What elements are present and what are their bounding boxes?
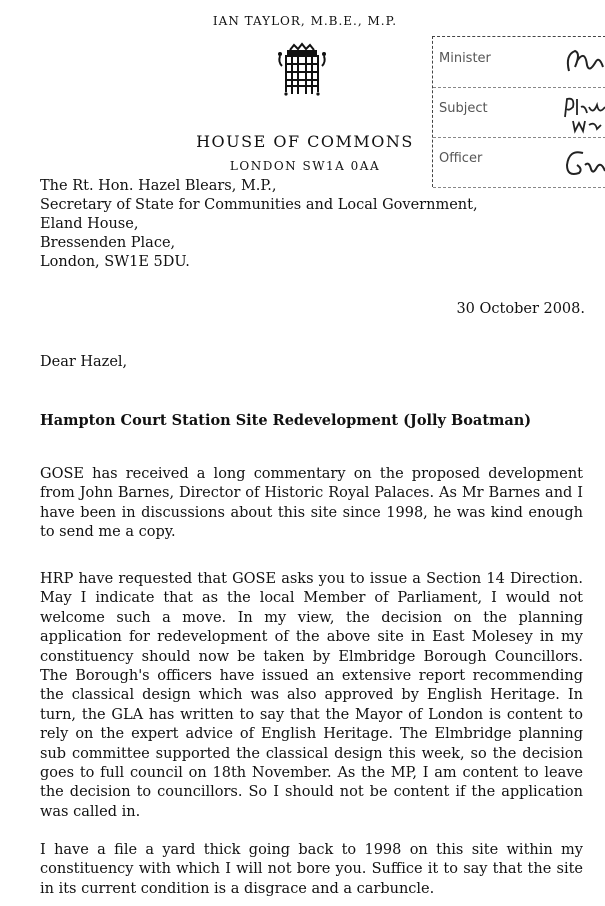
handwritten-initials — [561, 141, 605, 185]
letterhead-postcode: LONDON SW1A 0AA — [229, 159, 381, 173]
mp-name: IAN TAYLOR, M.B.E., M.P. — [212, 14, 398, 28]
routing-row-subject — [433, 87, 605, 138]
subject-line: Hampton Court Station Site Redevelopment (Jolly Boatman) — [40, 412, 532, 429]
portcullis-icon — [276, 42, 328, 98]
routing-label: Subject — [439, 101, 488, 116]
address-line: Eland House, — [40, 216, 139, 232]
body-paragraph: GOSE has received a long commentary on the proposed development from John Barnes, Director of Historic Royal Palaces. As Mr Barnes and I have been in discussions about this site since 1998, he was kind enough to send me a copy. — [40, 466, 583, 541]
routing-label: Minister — [439, 51, 491, 66]
salutation: Dear Hazel, — [40, 354, 128, 370]
address-line: Bressenden Place, — [40, 235, 176, 251]
routing-label: Officer — [439, 151, 483, 166]
address-line: Secretary of State for Communities and Local Government, — [40, 197, 478, 213]
address-line: The Rt. Hon. Hazel Blears, M.P., — [40, 178, 277, 194]
routing-stamp — [432, 36, 605, 187]
house-of-commons-heading: HOUSE OF COMMONS — [196, 132, 414, 151]
body-paragraph: I have a file a yard thick going back to 1998 on this site within my constituency with which I will not bore you. Suffice it to say that the site in its current condition is a disgrace and a carbuncle. — [40, 842, 583, 897]
body-paragraph: HRP have requested that GOSE asks you to issue a Section 14 Direction. May I indicate that as the local Member of Parliament, I would not welcome such a move. In my view, the decision on the planning application for redevelopment of the above site in East Molesey in my constituency should now be taken by Elmbridge Borough Councillors. The Borough's officers have issued an extensive report recommending the classical design which was also approved by English Heritage. In turn, the GLA has written to say that the Mayor of London is content to rely on the expert advice of English Heritage. The Elmbridge planning sub committee supported the classical design this week, so the decision goes to full council on 18th November. As the MP, I am content to leave the decision to councillors. So I should not be content if the application was called in. — [40, 571, 583, 820]
handwritten-initials — [561, 41, 605, 85]
letter-date: 30 October 2008. — [456, 301, 585, 317]
handwritten-note — [561, 91, 605, 135]
recipient-address — [40, 177, 478, 272]
routing-row-minister — [433, 37, 605, 88]
address-line: London, SW1E 5DU. — [40, 254, 190, 270]
